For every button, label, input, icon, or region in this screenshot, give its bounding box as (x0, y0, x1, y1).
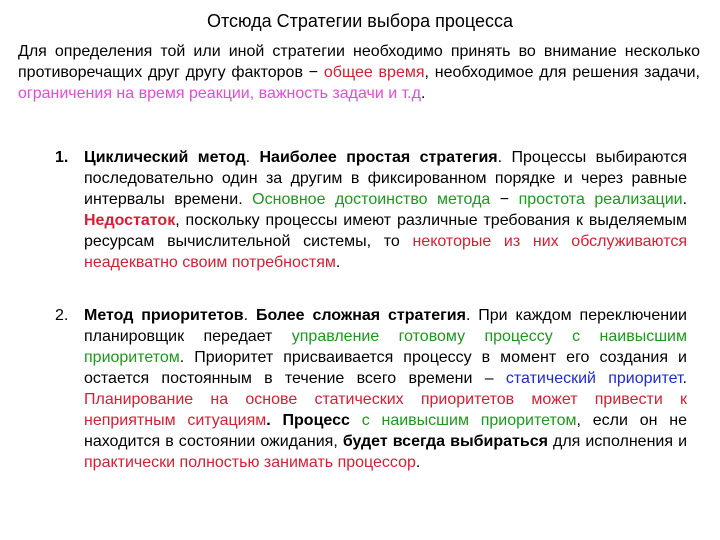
item1-text-a: . (245, 149, 260, 166)
item1-end: . (335, 254, 341, 271)
item1-simplest-strategy: Наиболее простая стратегия (259, 149, 498, 166)
item2-text-e: для исполнения и (547, 433, 688, 450)
method-name-priority: Метод приоритетов (84, 307, 244, 324)
item1-drawback-text: , поскольку процессы имеют различные требования к выделяемым ресурсам вычислительной системы, то (84, 212, 687, 250)
item2-always-selected: будет всегда выбираться (342, 433, 548, 450)
item2-text-d: , если он не находится в состоянии ожидания, (84, 412, 688, 450)
item2-process-label: . Процесс (266, 412, 362, 429)
item2-description: . При каждом переключении планировщик передает (84, 307, 687, 345)
item1-main-advantage: Основное достоинство метода (252, 191, 491, 208)
item1-simplicity: простота реализации (518, 191, 683, 208)
list-item-round-robin (84, 147, 687, 273)
list-number-1: 1. (55, 149, 69, 166)
method-name-round-robin: Циклический метод (84, 149, 246, 166)
item2-static-priority: статический приоритет (505, 370, 683, 387)
item1-drawback: Недостаток (84, 212, 176, 229)
item2-highest-priority-control: управление готовому процессу с наивысшим приоритетом (84, 328, 687, 366)
list-item-priority (84, 305, 687, 473)
item2-text-b: . Приоритет присваивается процессу в момент его создания и остается постоянным в течение всего времени – (84, 349, 687, 387)
item2-end: . (415, 454, 421, 471)
item1-dash: − (490, 191, 519, 208)
intro-text-continued: , необходимое для решения задачи, (424, 64, 700, 81)
intro-text-end: . (420, 85, 426, 102)
intro-text: Для определения той или иной стратегии необходимо принять во внимание несколько противоречащих друг другу факторов − (18, 43, 700, 81)
intro-highlight-total-time: общее время (323, 64, 425, 81)
item2-complex-strategy: Более сложная стратегия (255, 307, 466, 324)
item1-inadequate-service: некоторые из них обслуживаются неадекватно своим потребностям (84, 233, 688, 271)
item1-description: . Процессы выбираются последовательно один за другим в фиксированном порядке и через равные интервалы времени. (84, 149, 687, 208)
item2-occupy-processor: практически полностью занимать процессор (84, 454, 416, 471)
list-number-2: 2. (55, 307, 69, 324)
intro-paragraph (18, 41, 700, 104)
item2-unpleasant-situations: Планирование на основе статических приоритетов может привести к неприятным ситуациям (84, 391, 687, 429)
item2-highest-priority-process: с наивысшим приоритетом (361, 412, 577, 429)
item1-text-b: . (682, 191, 688, 208)
item2-text-c: . (682, 370, 687, 387)
item2-text-a: . (243, 307, 256, 324)
page-title: Отсюда Стратегии выбора процесса (207, 11, 513, 31)
intro-highlight-constraints: ограничения на время реакции, важность задачи и т.д (18, 85, 421, 102)
